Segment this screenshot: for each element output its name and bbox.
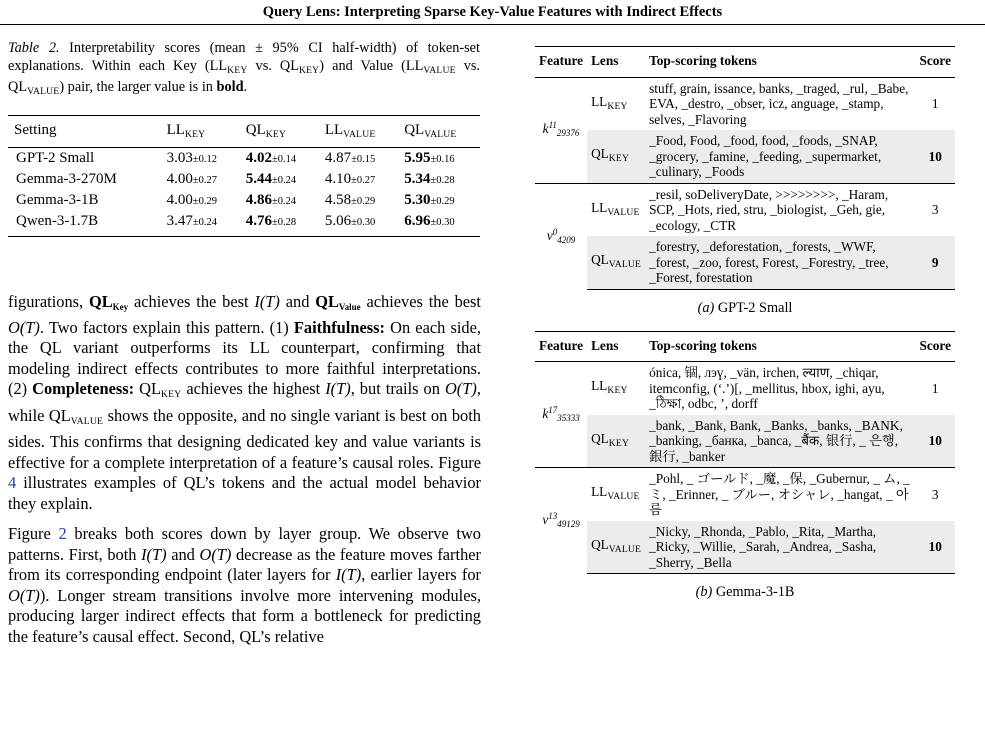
cell-llv bbox=[319, 169, 398, 190]
cell-ci: ±0.28 bbox=[271, 216, 297, 228]
text: QL bbox=[591, 146, 609, 161]
text: On each side, the QL variant outperforms its LL counterpart, confirming that modeling indirect effects contributes to more faithful interpretations. (2) bbox=[8, 317, 481, 398]
text: LL bbox=[591, 378, 608, 393]
cell-qlv bbox=[398, 211, 480, 237]
text: Figure bbox=[8, 524, 51, 543]
h-score: Score bbox=[915, 331, 955, 362]
text: achieves the best bbox=[366, 292, 481, 311]
running-head: Query Lens: Interpreting Sparse Key-Value Features with Indirect Effects bbox=[262, 4, 723, 20]
caption-part5: ) pair, the larger value is in bbox=[59, 79, 213, 95]
cell-ci: ±0.27 bbox=[351, 174, 376, 186]
text: QL bbox=[591, 536, 609, 552]
cell-value: 3.03 bbox=[166, 149, 193, 166]
cell-qlv bbox=[398, 169, 480, 190]
math: O(T) bbox=[8, 317, 40, 337]
table2-caption-label: Table 2. bbox=[8, 40, 60, 56]
right-column bbox=[535, 46, 955, 615]
text: . Two factors explain this pattern. (1) bbox=[39, 317, 289, 337]
table-row bbox=[535, 236, 955, 289]
cell-value: 6.96 bbox=[404, 212, 431, 229]
text: shows the opposite, and no single variant is best on both sides. This confirms that designing dedicated key and value variants is effective for a complete interpretation of a feature’s causal roles. Figure bbox=[8, 405, 481, 472]
col-ll-key-sub: KEY bbox=[184, 128, 206, 140]
col-ql-value-main: QL bbox=[404, 121, 425, 138]
cell-value: 5.06 bbox=[324, 212, 352, 229]
cell-ci: ±0.29 bbox=[430, 195, 455, 207]
cell-qlk bbox=[240, 169, 319, 190]
left-column bbox=[8, 40, 480, 237]
score: 10 bbox=[915, 415, 955, 468]
text: v bbox=[542, 512, 549, 527]
cell-value: 5.95 bbox=[404, 149, 431, 166]
cell-qlv bbox=[398, 147, 480, 169]
table-row bbox=[8, 169, 480, 190]
h-tokens: Top-scoring tokens bbox=[645, 331, 915, 362]
caption-part2: vs. QL bbox=[255, 57, 299, 74]
caption-bold: bold bbox=[216, 79, 244, 95]
cell-llk bbox=[161, 169, 240, 190]
text: KEY bbox=[608, 153, 630, 164]
ql-value-term bbox=[315, 292, 360, 311]
col-ql-key-main: QL bbox=[245, 121, 266, 138]
text: achieves the highest bbox=[186, 379, 321, 398]
text: 4209 bbox=[557, 234, 576, 245]
text: KEY bbox=[608, 437, 630, 449]
text: VALUE bbox=[70, 415, 104, 427]
text: Gemma-3-1B bbox=[715, 584, 795, 600]
text: , earlier layers for bbox=[361, 565, 481, 584]
cell-ci: ±0.24 bbox=[271, 174, 297, 186]
table-row bbox=[8, 147, 480, 169]
score: 10 bbox=[915, 130, 955, 183]
tokens: _Nicky, _Rhonda, _Pablo, _Rita, _Martha, _Ricky, _Willie, _Sarah, _Andrea, _Sasha, _Sherry, _Bella bbox=[645, 521, 915, 574]
caption-end: . bbox=[243, 79, 248, 95]
lens-ll-value bbox=[587, 468, 645, 521]
col-ll-value bbox=[319, 115, 398, 147]
table-row bbox=[535, 415, 955, 468]
math: I(T) bbox=[335, 565, 362, 584]
feature-key bbox=[535, 77, 587, 183]
text: 17 bbox=[548, 404, 558, 415]
text: VALUE bbox=[608, 543, 642, 555]
col-ql-value bbox=[398, 115, 480, 147]
score: 10 bbox=[915, 521, 955, 574]
tokens: _resil, soDeliveryDate, >>>>>>>>, _Haram, SCP, _Hots, ried, stru, _biologist, _Geh, gie, _ecology, _CTR bbox=[645, 183, 915, 236]
row-setting: GPT-2 Small bbox=[16, 149, 95, 166]
cell-llk bbox=[161, 211, 240, 237]
table-row bbox=[535, 183, 955, 236]
h-feature: Feature bbox=[535, 47, 587, 78]
cell-ci: ±0.29 bbox=[351, 195, 376, 207]
cell-ci: ±0.24 bbox=[192, 216, 218, 228]
cell-ci: ±0.30 bbox=[430, 216, 455, 228]
cell-value: 5.34 bbox=[404, 170, 431, 187]
table-row bbox=[535, 362, 955, 415]
text: VALUE bbox=[608, 259, 642, 270]
cell-llv bbox=[319, 190, 398, 211]
cell-ci: ±0.30 bbox=[351, 216, 376, 228]
text: QL bbox=[591, 252, 609, 267]
lens-ll-key bbox=[587, 77, 645, 130]
col-setting: Setting bbox=[8, 115, 161, 147]
math: I(T) bbox=[254, 292, 280, 311]
text: (a) bbox=[697, 299, 715, 316]
h-score: Score bbox=[915, 47, 955, 78]
lens-ql-value bbox=[587, 236, 645, 289]
text: v bbox=[546, 227, 553, 243]
cell-llv bbox=[319, 147, 398, 169]
feature-table-header bbox=[535, 47, 955, 78]
figure-2-link[interactable]: 2 bbox=[58, 524, 67, 543]
cell-value: 4.10 bbox=[324, 170, 352, 187]
cell-llk bbox=[161, 190, 240, 211]
col-ql-key-sub: KEY bbox=[265, 128, 287, 140]
cell-value: 4.87 bbox=[324, 149, 352, 166]
text: Key bbox=[112, 302, 129, 312]
text: GPT-2 Small bbox=[717, 299, 793, 316]
lens-ql-key bbox=[587, 415, 645, 468]
cell-value: 4.58 bbox=[324, 191, 352, 208]
cell-qlk bbox=[240, 147, 319, 169]
caption-key-sub-2: KEY bbox=[298, 64, 320, 76]
row-setting: Qwen-3-1.7B bbox=[8, 211, 161, 237]
table-row bbox=[535, 77, 955, 130]
cell-ci: ±0.27 bbox=[192, 174, 218, 186]
cell-qlk bbox=[240, 190, 319, 211]
cell-ci: ±0.28 bbox=[430, 174, 455, 186]
paragraph-1 bbox=[8, 292, 481, 514]
text: QL bbox=[315, 292, 339, 311]
row-setting: Gemma-3-270M bbox=[16, 170, 117, 187]
cell-qlv bbox=[398, 190, 480, 211]
cell-value: 4.02 bbox=[245, 149, 272, 166]
tokens: stuff, grain, issance, banks, _traged, _rul, _Babe, EVA, _destro, _obser, icz, anguage, _stamp, selves, _Flavoring bbox=[649, 80, 909, 127]
caption-key-sub: KEY bbox=[227, 64, 248, 76]
subcaption-b bbox=[535, 584, 955, 601]
math: O(T) bbox=[8, 585, 40, 605]
cell-value: 4.86 bbox=[245, 191, 272, 208]
lens-ll-value bbox=[587, 183, 645, 236]
col-ql-value-sub: VALUE bbox=[424, 128, 457, 140]
cell-ci: ±0.16 bbox=[430, 153, 455, 165]
col-ll-key bbox=[161, 115, 240, 147]
text: and bbox=[285, 292, 310, 311]
table-row bbox=[535, 521, 955, 574]
caption-part3: ) and Value (LL bbox=[319, 57, 424, 74]
tokens: ónica, 锢, лэү, _vän, irchen, ल्याण, _chiqar, itemconfig, (‘.’)[, _mellitus, hbox, ighi, ayu, _ঠিক্ষা, odbc, ’, dorff bbox=[649, 365, 885, 411]
math: I(T) bbox=[325, 379, 351, 398]
header-rule bbox=[0, 24, 985, 25]
text: QL bbox=[139, 379, 161, 398]
tokens: _Pohl, _ ゴールド, _魔, _保, _Gubernur, _ ム, _ ミ, _Erinner, _ ブルー, オシャレ, _hangat, _ 아름 bbox=[645, 468, 915, 521]
text: k bbox=[542, 121, 549, 137]
feature-table-gpt2 bbox=[535, 46, 955, 290]
feature-value bbox=[535, 183, 587, 289]
text: and bbox=[171, 544, 195, 564]
text: VALUE bbox=[607, 206, 640, 218]
text: LL bbox=[591, 484, 608, 499]
tokens: _forestry, _deforestation, _forests, _WWF, _forest, _zoo, forest, Forest, _Forestry, _tree, _Forest, forestation bbox=[645, 236, 915, 289]
text: 35333 bbox=[557, 412, 580, 423]
cell-value: 4.76 bbox=[245, 212, 272, 229]
text: VALUE bbox=[607, 491, 640, 502]
completeness-term: Completeness: bbox=[32, 379, 135, 398]
text: , while QL bbox=[8, 379, 481, 425]
text: LL bbox=[591, 93, 608, 109]
feature-key bbox=[535, 362, 587, 468]
math: O(T) bbox=[199, 544, 232, 564]
caption-part1: Interpretability scores (mean ± 95% CI half-width) of token-set explanations. Within each Key (LL bbox=[8, 40, 480, 74]
col-ll-key-main: LL bbox=[166, 121, 185, 138]
text: QL bbox=[591, 430, 609, 446]
cell-llk bbox=[161, 147, 240, 169]
cell-ci: ±0.29 bbox=[192, 195, 218, 207]
text: KEY bbox=[607, 100, 628, 112]
math: I(T) bbox=[141, 544, 167, 564]
h-feature: Feature bbox=[535, 331, 587, 362]
h-lens: Lens bbox=[587, 47, 645, 78]
text: 49129 bbox=[557, 519, 580, 529]
caption-value-sub-2: VALUE bbox=[27, 86, 60, 97]
caption-part4: vs. QL bbox=[8, 57, 481, 95]
score: 3 bbox=[915, 183, 955, 236]
body-text bbox=[8, 292, 481, 657]
table2 bbox=[8, 115, 480, 237]
cell-qlk bbox=[240, 211, 319, 237]
text: , but trails on bbox=[350, 379, 440, 398]
text: breaks both scores down by layer group. We observe two patterns. First, both bbox=[8, 524, 481, 564]
feature-table-header bbox=[535, 331, 955, 362]
cell-ci: ±0.24 bbox=[271, 195, 297, 207]
text: 11 bbox=[548, 120, 557, 131]
text: Value bbox=[338, 302, 361, 312]
h-lens: Lens bbox=[587, 331, 645, 362]
caption-value-sub: VALUE bbox=[423, 64, 456, 76]
table2-caption bbox=[8, 40, 480, 101]
text: ). Longer stream transitions involve more intervening modules, producing larger indirect effects that form a bottleneck for predicting the feature’s causal effect. Second, QL’s relative bbox=[8, 585, 481, 646]
feature-value bbox=[535, 468, 587, 574]
table2-header-row bbox=[8, 115, 480, 147]
col-ll-value-main: LL bbox=[324, 121, 344, 138]
cell-value: 5.44 bbox=[245, 170, 272, 187]
lens-ql-key bbox=[587, 130, 645, 183]
col-ql-key bbox=[240, 115, 319, 147]
feature-table-gemma bbox=[535, 331, 955, 575]
cell-ci: ±0.14 bbox=[271, 153, 297, 165]
text: 0 bbox=[552, 226, 558, 237]
score: 1 bbox=[931, 380, 939, 396]
row-setting: Gemma-3-1B bbox=[16, 191, 99, 208]
faithfulness-term: Faithfulness: bbox=[293, 317, 385, 337]
text: illustrates examples of QL’s tokens and the actual model behavior they explain. bbox=[8, 473, 481, 513]
table-row bbox=[8, 190, 480, 211]
lens-ql-value bbox=[587, 521, 645, 574]
h-tokens: Top-scoring tokens bbox=[645, 47, 915, 78]
cell-ci: ±0.15 bbox=[351, 153, 376, 165]
tokens: _Food, Food, _food, food, _foods, _SNAP, _grocery, _famine, _feeding, _supermarket, _culinary, _Foods bbox=[645, 130, 915, 183]
lens-ll-key bbox=[587, 362, 645, 415]
cell-ci: ±0.12 bbox=[192, 153, 218, 165]
text: LL bbox=[591, 199, 608, 215]
text: 29376 bbox=[556, 128, 580, 139]
text: KEY bbox=[607, 385, 628, 396]
score: 3 bbox=[915, 468, 955, 521]
figure-4-link[interactable]: 4 bbox=[8, 473, 17, 492]
cell-value: 4.00 bbox=[166, 170, 193, 187]
tokens: _bank, _Bank, Bank, _Banks, _banks, _BANK, _banking, _банка, _banca, _बैंक, 银行, _ 은행, 銀行, _banker bbox=[645, 415, 915, 468]
text: KEY bbox=[161, 389, 182, 400]
text: k bbox=[542, 405, 549, 421]
math: O(T) bbox=[444, 379, 477, 398]
text: figurations, bbox=[8, 292, 84, 311]
cell-value: 3.47 bbox=[166, 212, 193, 229]
text: achieves the best bbox=[134, 292, 249, 311]
col-ll-value-sub: VALUE bbox=[343, 128, 376, 140]
table-row bbox=[535, 468, 955, 521]
text: QL bbox=[88, 292, 113, 311]
ql-key-term bbox=[89, 292, 128, 311]
table-row bbox=[535, 130, 955, 183]
cell-llv bbox=[319, 211, 398, 237]
score: 1 bbox=[931, 96, 939, 111]
cell-value: 5.30 bbox=[404, 191, 431, 208]
table-row bbox=[8, 211, 480, 237]
cell-value: 4.00 bbox=[166, 191, 193, 208]
text: (b) bbox=[695, 584, 713, 600]
text: 13 bbox=[548, 511, 558, 521]
paragraph-2 bbox=[8, 524, 481, 647]
score: 9 bbox=[915, 236, 955, 289]
text: decrease as the feature moves farther from its corresponding endpoint (later layers for bbox=[8, 544, 481, 584]
subcaption-a bbox=[535, 300, 955, 317]
